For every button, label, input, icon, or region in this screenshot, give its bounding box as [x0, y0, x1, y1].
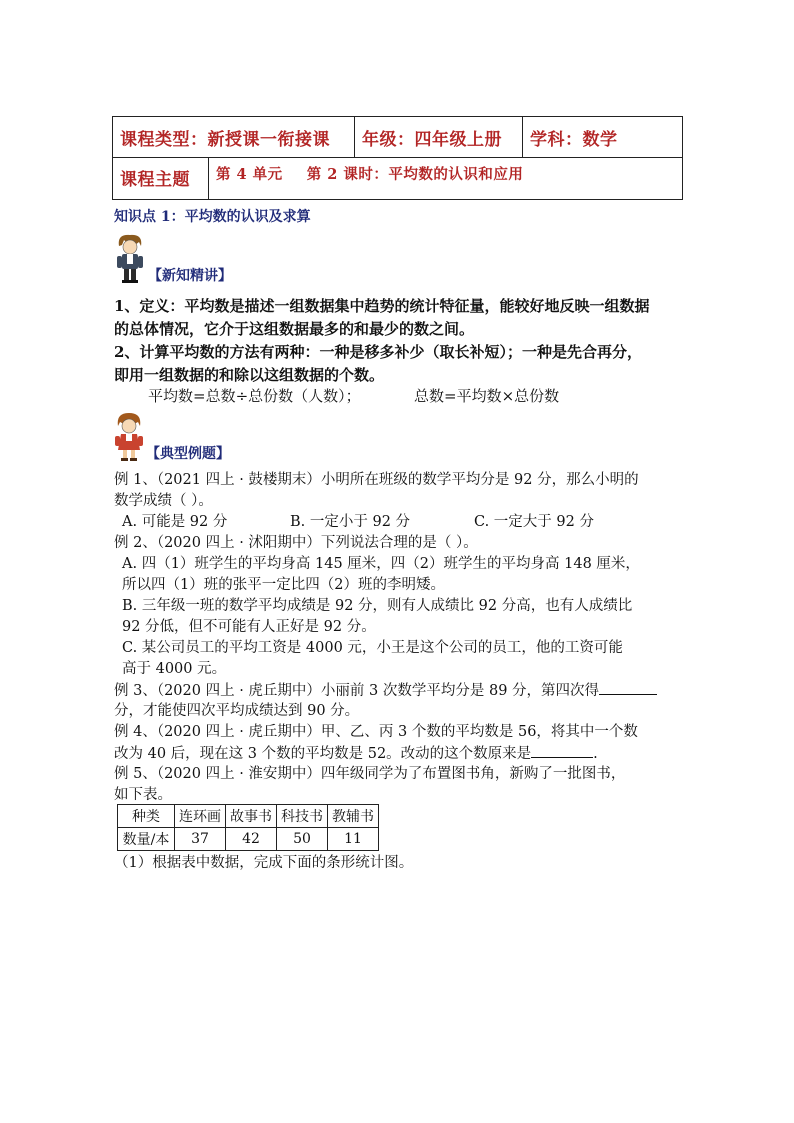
course-header-table — [112, 116, 683, 200]
example-4-text: 改为 40 后，现在这 3 个数的平均数是 52。改动的这个数原来是 — [114, 746, 532, 762]
topic-label-cell: 课程主题 — [113, 157, 209, 199]
example-1-option-b: B. 一定小于 92 分 — [290, 514, 411, 530]
example-2-option-c-line-1: C. 某公司员工的平均工资是 4000 元，小王是这个公司的员工，他的工资可能 — [122, 640, 623, 656]
example-2-option-c-line-2: 高于 4000 元。 — [122, 661, 227, 677]
table-header-cell: 故事书 — [226, 805, 277, 828]
example-4-period: . — [593, 746, 598, 762]
table-header-cell: 连环画 — [175, 805, 226, 828]
lesson-text: 第 2 课时：平均数的认识和应用 — [306, 166, 524, 183]
unit-text: 第 4 单元 — [216, 166, 283, 183]
section-typical-examples: 【典型例题】 — [146, 446, 230, 462]
table-cell: 37 — [175, 828, 226, 851]
header-row-2 — [113, 157, 682, 199]
example-2-line-1: 例 2、（2020 四上 · 沭阳期中）下列说法合理的是（ ）。 — [114, 535, 478, 551]
example-2-option-a-line-1: A. 四（1）班学生的平均身高 145 厘米，四（2）班学生的平均身高 148 厘米， — [122, 556, 640, 572]
example-5-line-2: 如下表。 — [114, 787, 172, 803]
definition-line-2: 的总体情况，它介于这组数据最多的和最少的数之间。 — [114, 320, 475, 338]
example-1-option-c: C. 一定大于 92 分 — [474, 514, 594, 530]
example-3-line-1 — [114, 680, 657, 701]
table-row-label: 数量/本 — [118, 828, 175, 851]
knowledge-point-title: 知识点 1：平均数的认识及求算 — [114, 209, 311, 225]
header-row-1 — [113, 117, 682, 158]
example-1-option-a: A. 可能是 92 分 — [122, 514, 228, 530]
table-header-cell: 科技书 — [277, 805, 328, 828]
course-type-cell: 课程类型：新授课一衔接课 — [113, 117, 355, 157]
cartoon-boy-icon — [113, 232, 147, 284]
section-new-knowledge: 【新知精讲】 — [148, 268, 232, 284]
table-row — [118, 828, 379, 851]
book-count-table — [117, 804, 379, 851]
grade-cell: 年级：四年级上册 — [355, 117, 523, 157]
formula-total: 总数=平均数×总份数 — [414, 387, 560, 405]
table-header-row — [118, 805, 379, 828]
topic-cell — [209, 157, 683, 199]
cartoon-girl-icon — [113, 410, 145, 462]
example-4-line-2 — [114, 743, 598, 764]
example-4-answer-blank[interactable] — [531, 743, 593, 758]
example-1-line-2: 数学成绩（ ）。 — [114, 493, 213, 509]
method-line-1: 2、计算平均数的方法有两种：一种是移多补少（取长补短）；一种是先合再分， — [114, 343, 642, 361]
definition-line-1: 1、定义：平均数是描述一组数据集中趋势的统计特征量，能较好地反映一组数据 — [114, 297, 650, 315]
example-1-line-1: 例 1、（2021 四上 · 鼓楼期末）小明所在班级的数学平均分是 92 分，那么小明的 — [114, 472, 639, 488]
example-3-answer-blank[interactable] — [599, 680, 657, 695]
example-5-question-1: （1）根据表中数据，完成下面的条形统计图。 — [114, 855, 414, 871]
table-cell: 42 — [226, 828, 277, 851]
example-3-text: 例 3、（2020 四上 · 虎丘期中）小丽前 3 次数学平均分是 89 分，第四次得 — [114, 683, 600, 699]
subject-cell: 学科：数学 — [530, 129, 618, 150]
table-header-cell: 种类 — [118, 805, 175, 828]
example-2-option-b-line-2: 92 分低，但不可能有人正好是 92 分。 — [122, 619, 376, 635]
table-cell: 11 — [328, 828, 379, 851]
example-3-line-2: 分，才能使四次平均成绩达到 90 分。 — [114, 703, 360, 719]
example-2-option-b-line-1: B. 三年级一班的数学平均成绩是 92 分，则有人成绩比 92 分高，也有人成绩比 — [122, 598, 633, 614]
method-line-2: 即用一组数据的和除以这组数据的个数。 — [114, 366, 385, 384]
table-header-cell: 教辅书 — [328, 805, 379, 828]
table-cell: 50 — [277, 828, 328, 851]
example-5-line-1: 例 5、（2020 四上 · 淮安期中）四年级同学为了布置图书角，新购了一批图书， — [114, 766, 626, 782]
example-2-option-a-line-2: 所以四（1）班的张平一定比四（2）班的李明矮。 — [122, 577, 445, 593]
example-4-line-1: 例 4、（2020 四上 · 虎丘期中）甲、乙、丙 3 个数的平均数是 56，将其中一个数 — [114, 724, 638, 740]
formula-average: 平均数=总数÷总份数（人数）； — [148, 387, 361, 405]
